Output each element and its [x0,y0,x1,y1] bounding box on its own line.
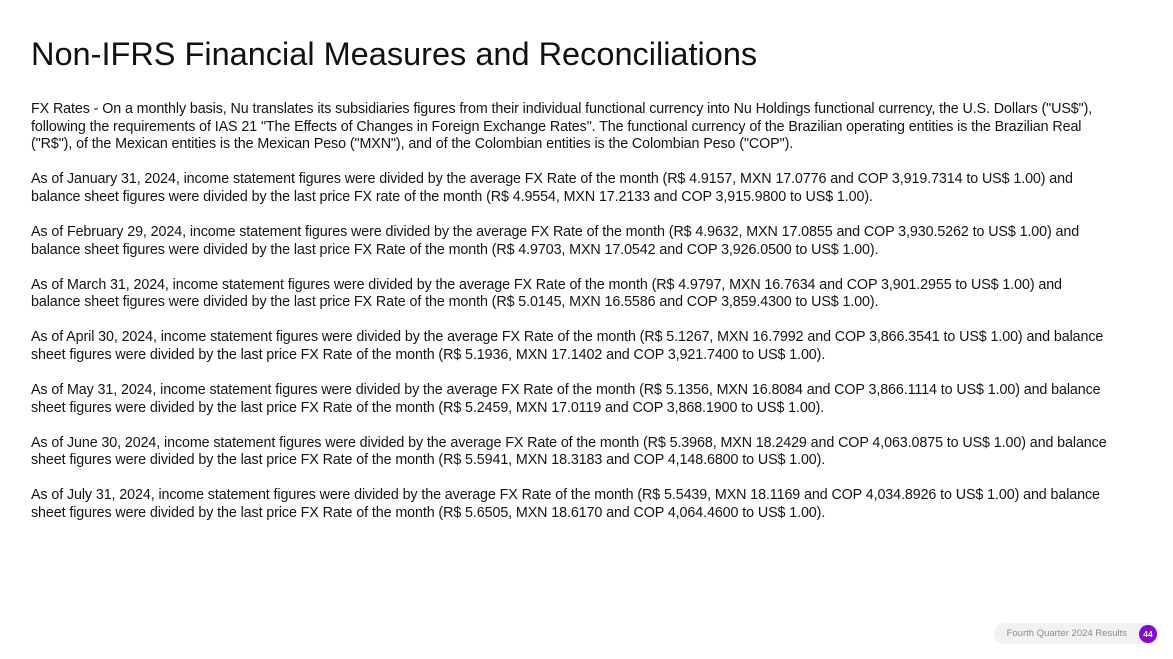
paragraph-april-2024: As of April 30, 2024, income statement figures were divided by the average FX Rate of the month (R$ 5.1267, MXN 16.7992 and COP 3,866.3541 to US$ 1.00) and balance sheet figures were divided by the last price FX Rate of the month (R$ 5.1936, MXN 17.1402 and COP 3,921.7400 to US$ 1.00). [31,329,1104,363]
body-content [31,101,1111,540]
page-title: Non-IFRS Financial Measures and Reconciliations [31,36,758,72]
paragraph-july-2024: As of July 31, 2024, income statement figures were divided by the average FX Rate of the month (R$ 5.5439, MXN 18.1169 and COP 4,034.8926 to US$ 1.00) and balance sheet figures were divided by the last price FX Rate of the month (R$ 5.6505, MXN 18.6170 and COP 4,064.4600 to US$ 1.00). [31,487,1100,521]
page-number-badge: 44 [1139,625,1157,643]
paragraph-march-2024: As of March 31, 2024, income statement figures were divided by the average FX Rate of the month (R$ 4.9797, MXN 16.7634 and COP 3,901.2955 to US$ 1.00) and balance sheet figures were divided by the last price FX Rate of the month (R$ 5.0145, MXN 16.5586 and COP 3,859.4300 to US$ 1.00). [31,276,1062,311]
paragraph-fx-rates-intro: FX Rates - On a monthly basis, Nu translates its subsidiaries figures from their individual functional currency into Nu Holdings functional currency, the U.S. Dollars ("US$"), following the requirements of IAS 21 "The Effects of Changes in Foreign Exchange Rates". The functional currency of the Brazilian operating entities is the Brazilian Real ("R$"), of the Mexican entities is the Mexican Peso ("MXN"), and of the Colombian entities is the Colombian Peso ("COP"). [31,101,1093,153]
paragraph-february-2024: As of February 29, 2024, income statement figures were divided by the average FX Rate of the month (R$ 4.9632, MXN 17.0855 and COP 3,930.5262 to US$ 1.00) and balance sheet figures were divided by the last price FX Rate of the month (R$ 4.9703, MXN 17.0542 and COP 3,926.0500 to US$ 1.00). [31,223,1080,258]
footer-pill [994,623,1158,644]
paragraph-january-2024: As of January 31, 2024, income statement figures were divided by the average FX Rate of the month (R$ 4.9157, MXN 17.0776 and COP 3,919.7314 to US$ 1.00) and balance sheet figures were divided by the last price FX rate of the month (R$ 4.9554, MXN 17.2133 and COP 3,915.9800 to US$ 1.00). [31,171,1073,205]
paragraph-june-2024: As of June 30, 2024, income statement figures were divided by the average FX Rate of the month (R$ 5.3968, MXN 18.2429 and COP 4,063.0875 to US$ 1.00) and balance sheet figures were divided by the last price FX Rate of the month (R$ 5.5941, MXN 18.3183 and COP 4,148.6800 to US$ 1.00). [31,434,1107,469]
paragraph-may-2024: As of May 31, 2024, income statement figures were divided by the average FX Rate of the month (R$ 5.1356, MXN 16.8084 and COP 3,866.1114 to US$ 1.00) and balance sheet figures were divided by the last price FX Rate of the month (R$ 5.2459, MXN 17.0119 and COP 3,868.1900 to US$ 1.00). [31,382,1101,416]
footer-label: Fourth Quarter 2024 Results [1006,628,1127,639]
